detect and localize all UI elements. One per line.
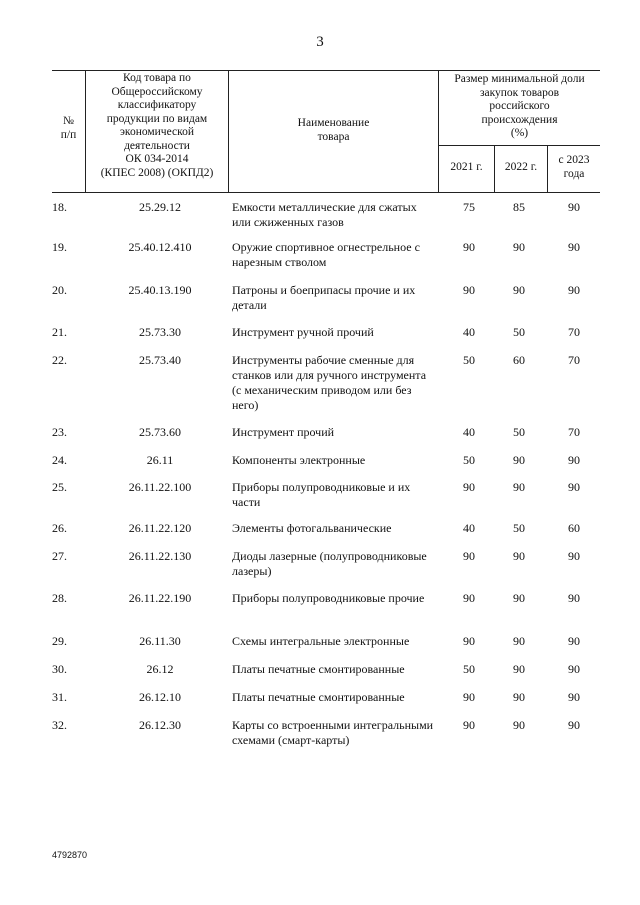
row-value-2023: 90 <box>568 690 580 704</box>
row-name: Приборы полупроводниковые прочие <box>232 591 425 605</box>
row-name: Карты со встроенными интегральными схемами (смарт-карты) <box>232 718 434 747</box>
row-code: 26.11.22.100 <box>128 480 192 494</box>
header-col-2022: 2022 г. <box>504 161 538 173</box>
row-name: Инструмент прочий <box>232 425 335 439</box>
row-number: 31. <box>52 690 67 704</box>
row-code: 26.11.22.120 <box>128 521 192 535</box>
row-value-2022: 90 <box>513 591 525 605</box>
row-number: 26. <box>52 521 67 535</box>
row-name: Патроны и боеприпасы прочие и их детали <box>232 283 416 312</box>
header-col-2021: 2021 г. <box>450 161 483 173</box>
row-number: 19. <box>52 240 67 254</box>
row-code: 26.11.22.190 <box>128 591 192 605</box>
header-bottom-rule <box>52 192 600 193</box>
row-value-2022: 90 <box>513 549 525 563</box>
row-code: 26.12.30 <box>139 718 181 732</box>
row-name: Оружие спортивное огнестрельное с нарезным стволом <box>232 240 420 269</box>
row-value-2022: 50 <box>513 521 525 535</box>
row-name: Инструменты рабочие сменные для станков или для ручного инструмента (с механическим приводом или без него) <box>232 353 427 412</box>
row-number: 24. <box>52 453 67 467</box>
row-value-2021: 90 <box>463 283 475 297</box>
row-number: 18. <box>52 200 67 214</box>
row-code: 25.40.13.190 <box>128 283 192 297</box>
row-value-2023: 60 <box>568 521 580 535</box>
row-value-2023: 90 <box>568 283 580 297</box>
row-value-2023: 90 <box>568 480 580 494</box>
row-value-2021: 90 <box>463 240 475 254</box>
row-value-2022: 90 <box>513 240 525 254</box>
row-number: 21. <box>52 325 67 339</box>
row-number: 20. <box>52 283 67 297</box>
footer-code: 4792870 <box>52 850 88 860</box>
row-number: 23. <box>52 425 67 439</box>
row-code: 25.40.12.410 <box>128 240 192 254</box>
header-col-code: Код товара по Общероссийскому классификатору продукции по видам экономической деятельности ОК 034-2014 (КПЕС 2008) (ОКПД2) <box>100 72 214 179</box>
row-value-2023: 90 <box>568 662 580 676</box>
row-value-2022: 90 <box>513 480 525 494</box>
row-code: 26.12 <box>146 662 174 676</box>
row-name: Инструмент ручной прочий <box>232 325 374 339</box>
row-value-2022: 90 <box>513 718 525 732</box>
row-value-2022: 90 <box>513 453 525 467</box>
row-value-2021: 40 <box>463 521 475 535</box>
row-name: Емкости металлические для сжатых или сжиженных газов <box>232 200 417 229</box>
row-code: 26.12.10 <box>139 690 181 704</box>
row-value-2022: 90 <box>513 634 525 648</box>
row-value-2023: 70 <box>568 425 580 439</box>
row-value-2022: 90 <box>513 662 525 676</box>
row-number: 22. <box>52 353 67 367</box>
row-value-2022: 60 <box>513 353 525 367</box>
header-subrule <box>438 145 600 146</box>
header-col-share: Размер минимальной доли закупок товаров российского происхождения (%) <box>454 73 585 139</box>
row-value-2023: 70 <box>568 325 580 339</box>
header-col-num: № п/п <box>60 115 77 141</box>
page-number: 3 <box>316 34 324 50</box>
row-value-2022: 90 <box>513 283 525 297</box>
row-value-2021: 90 <box>463 718 475 732</box>
row-code: 25.73.40 <box>139 353 181 367</box>
row-value-2021: 90 <box>463 634 475 648</box>
row-name: Диоды лазерные (полупроводниковые лазеры) <box>232 549 427 578</box>
row-name: Платы печатные смонтированные <box>232 662 405 676</box>
row-name: Схемы интегральные электронные <box>232 634 410 648</box>
row-number: 27. <box>52 549 67 563</box>
row-code: 25.73.30 <box>139 325 181 339</box>
header-col-name: Наименование товара <box>297 117 370 143</box>
header-col-2023: с 2023 года <box>558 154 590 180</box>
row-value-2022: 50 <box>513 325 525 339</box>
row-code: 25.29.12 <box>139 200 181 214</box>
row-value-2021: 40 <box>463 325 475 339</box>
row-value-2021: 50 <box>463 662 475 676</box>
row-number: 29. <box>52 634 67 648</box>
row-value-2021: 90 <box>463 690 475 704</box>
row-value-2023: 90 <box>568 718 580 732</box>
row-value-2021: 90 <box>463 591 475 605</box>
row-code: 26.11 <box>146 453 174 467</box>
row-value-2022: 50 <box>513 425 525 439</box>
row-value-2022: 90 <box>513 690 525 704</box>
row-number: 32. <box>52 718 67 732</box>
row-value-2023: 90 <box>568 453 580 467</box>
row-value-2023: 90 <box>568 591 580 605</box>
row-value-2021: 90 <box>463 549 475 563</box>
row-value-2021: 50 <box>463 453 475 467</box>
row-name: Элементы фотогальванические <box>232 521 392 535</box>
row-value-2021: 75 <box>463 200 475 214</box>
row-value-2021: 40 <box>463 425 475 439</box>
row-number: 30. <box>52 662 67 676</box>
row-name: Приборы полупроводниковые и их части <box>232 480 411 509</box>
row-value-2023: 90 <box>568 549 580 563</box>
row-value-2023: 90 <box>568 634 580 648</box>
row-value-2021: 90 <box>463 480 475 494</box>
row-value-2023: 90 <box>568 240 580 254</box>
row-name: Компоненты электронные <box>232 453 366 467</box>
row-number: 28. <box>52 591 67 605</box>
row-code: 26.11.30 <box>139 634 181 648</box>
row-name: Платы печатные смонтированные <box>232 690 405 704</box>
header-top-rule <box>52 70 600 71</box>
row-code: 26.11.22.130 <box>128 549 192 563</box>
row-value-2023: 70 <box>568 353 580 367</box>
row-code: 25.73.60 <box>139 425 181 439</box>
row-value-2023: 90 <box>568 200 580 214</box>
row-value-2022: 85 <box>513 200 525 214</box>
row-value-2021: 50 <box>463 353 475 367</box>
row-number: 25. <box>52 480 67 494</box>
